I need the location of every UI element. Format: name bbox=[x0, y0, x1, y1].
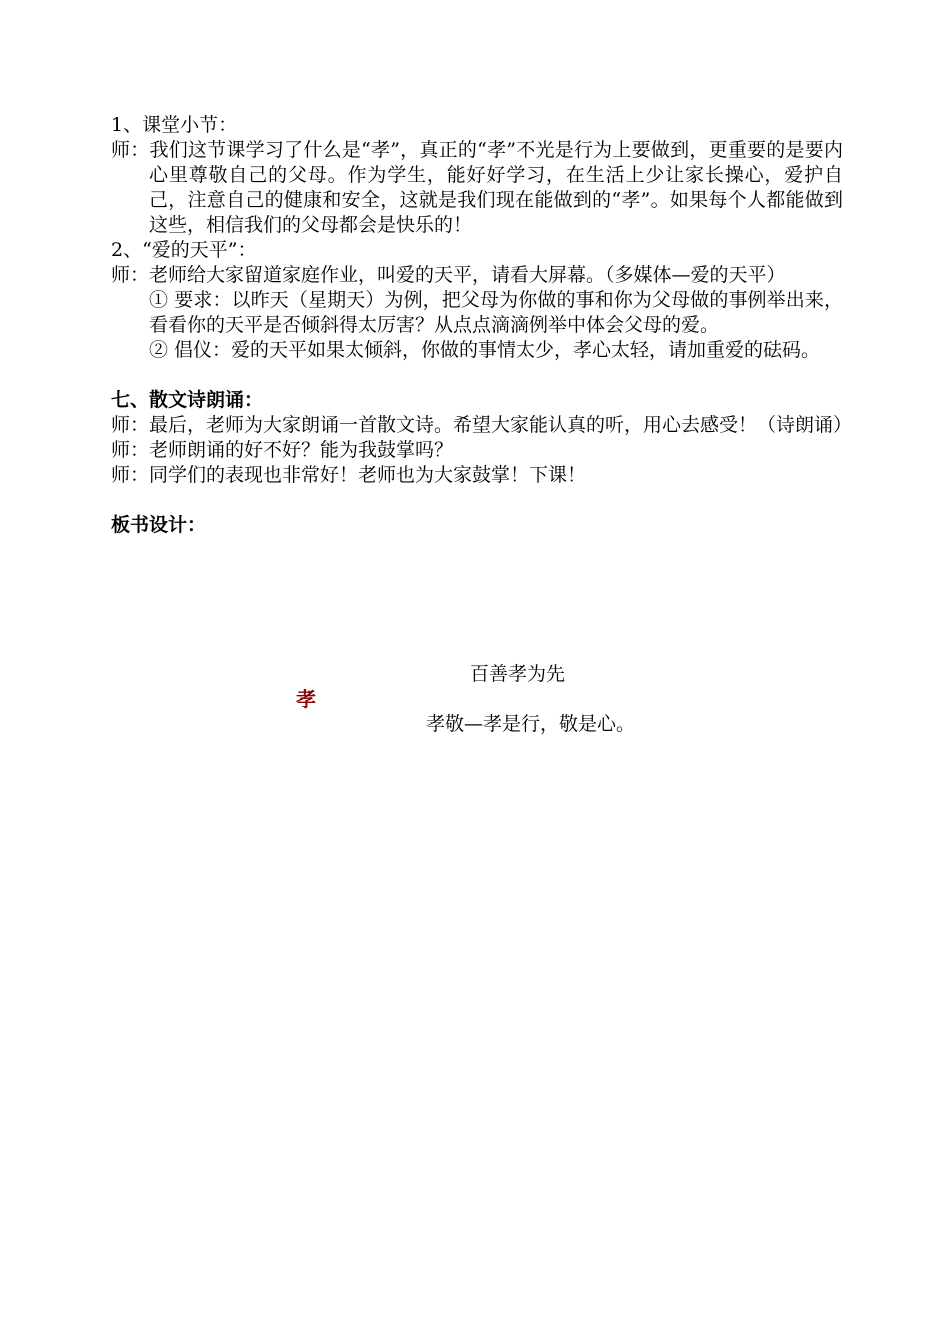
section7-heading: 七、散文诗朗诵： bbox=[111, 389, 264, 411]
spacer bbox=[111, 488, 843, 513]
board-bottom-line: 孝敬—孝是行，敬是心。 bbox=[426, 713, 636, 735]
board-top-line: 百善孝为先 bbox=[470, 663, 566, 685]
board-center-char: 孝 bbox=[296, 687, 316, 711]
section1-teacher-line: 师：我们这节课学习了什么是“孝”，真正的“孝”不光是行为上要做到，更重要的是要内心里尊敬自己的父母。作为学生，能好好学习，在生活上少让家长操心，爱护自己，注意自己的健康和安全，这就是我们现在能做到的“孝”。如果每个人都能做到这些，相信我们的父母都会是快乐的！ bbox=[111, 139, 843, 236]
section7-line2: 师：老师朗诵的好不好？能为我鼓掌吗？ bbox=[111, 439, 454, 461]
section1-title: 1、课堂小节： bbox=[111, 114, 238, 136]
section2-title: 2、“爱的天平”： bbox=[111, 239, 257, 261]
document-body bbox=[111, 113, 853, 538]
section7-line1: 师：最后，老师为大家朗诵一首散文诗。希望大家能认真的听，用心去感受！（诗朗诵） bbox=[111, 414, 853, 436]
section2-item-requirement: ① 要求：以昨天（星期天）为例，把父母为你做的事和你为父母做的事例举出来，看看你的天平是否倾斜得太厉害？从点点滴滴例举中体会父母的爱。 bbox=[149, 289, 843, 336]
board-heading: 板书设计： bbox=[111, 514, 207, 536]
section7-line3: 师：同学们的表现也非常好！老师也为大家鼓掌！下课！ bbox=[111, 464, 587, 486]
section2-item-proposal: ② 倡仪：爱的天平如果太倾斜，你做的事情太少，孝心太轻，请加重爱的砝码。 bbox=[149, 339, 821, 361]
spacer bbox=[111, 363, 843, 388]
section2-teacher-line: 师：老师给大家留道家庭作业，叫爱的天平，请看大屏幕。（多媒体—爱的天平） bbox=[111, 264, 786, 286]
